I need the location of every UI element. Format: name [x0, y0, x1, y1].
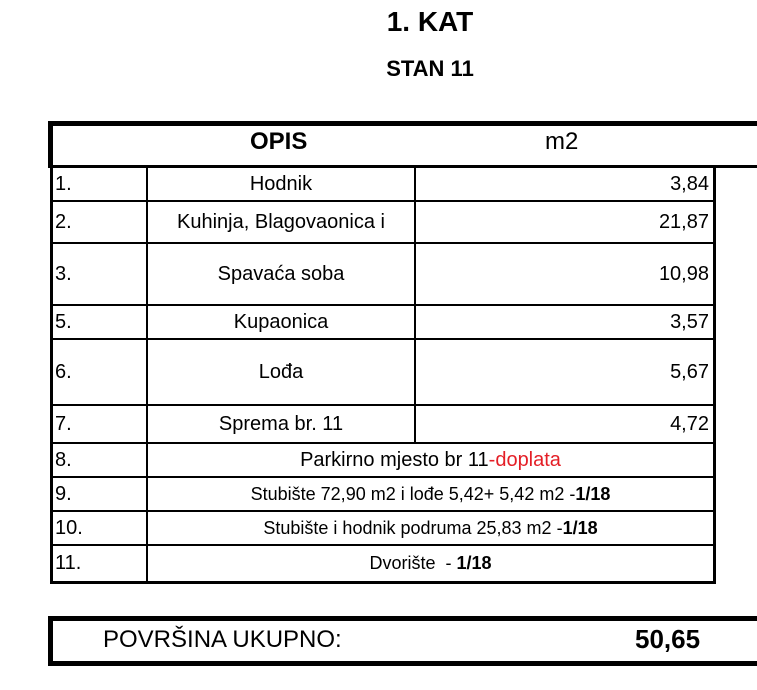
- table-row: [50, 168, 716, 202]
- room-name: Kuhinja, Blagovaonica i: [148, 202, 416, 242]
- table-row: [50, 406, 716, 444]
- surcharge-note: -doplata: [488, 448, 561, 471]
- row-number: 11.: [53, 546, 148, 581]
- room-name: Kupaonica: [148, 306, 416, 338]
- share-fraction: 1/18: [456, 553, 492, 573]
- room-area: 10,98: [658, 262, 709, 285]
- room-area: 4,72: [670, 412, 709, 435]
- row-number: 6.: [53, 340, 148, 404]
- shared-area-note: Dvorište - 1/18: [369, 553, 492, 573]
- row-number: 3.: [53, 244, 148, 304]
- share-fraction: 1/18: [562, 517, 598, 538]
- room-area: 3,57: [670, 310, 709, 333]
- total-value: 50,65: [635, 624, 701, 654]
- room-name: Spavaća soba: [148, 244, 416, 304]
- table-row: [50, 244, 716, 306]
- row-number: 2.: [53, 202, 148, 242]
- room-name: Sprema br. 11: [148, 406, 416, 442]
- table-row: [50, 340, 716, 406]
- row-number: 8.: [53, 444, 148, 476]
- room-area: 3,84: [670, 172, 709, 195]
- table-row: [50, 444, 716, 478]
- shared-area-note: Stubište 72,90 m2 i lođe 5,42+ 5,42 m2 - 1/18: [250, 483, 611, 504]
- row-number: 9.: [53, 478, 148, 510]
- table-row: [50, 306, 716, 340]
- table-row: [50, 202, 716, 244]
- total-label: POVRŠINA UKUPNO:: [103, 626, 342, 653]
- room-area: 5,67: [670, 360, 709, 383]
- table-row: [50, 478, 716, 512]
- column-header-description: OPIS: [250, 128, 308, 155]
- floor-title: 1. KAT: [386, 6, 474, 37]
- room-area: 21,87: [658, 210, 709, 233]
- table-header-frame: [48, 121, 757, 168]
- table-row: [50, 546, 716, 584]
- share-fraction: 1/18: [575, 483, 611, 504]
- parking-note: Parkirno mjesto br 11 -doplata: [300, 448, 561, 471]
- row-number: 1.: [53, 168, 148, 200]
- room-name: Lođa: [148, 340, 416, 404]
- column-header-area: m2: [545, 128, 579, 155]
- table-row: [50, 512, 716, 546]
- row-number: 5.: [53, 306, 148, 338]
- unit-title: STAN 11: [386, 56, 474, 81]
- row-number: 7.: [53, 406, 148, 442]
- room-name: Hodnik: [148, 168, 416, 200]
- row-number: 10.: [53, 512, 148, 544]
- shared-area-note: Stubište i hodnik podruma 25,83 m2 - 1/18: [263, 517, 598, 538]
